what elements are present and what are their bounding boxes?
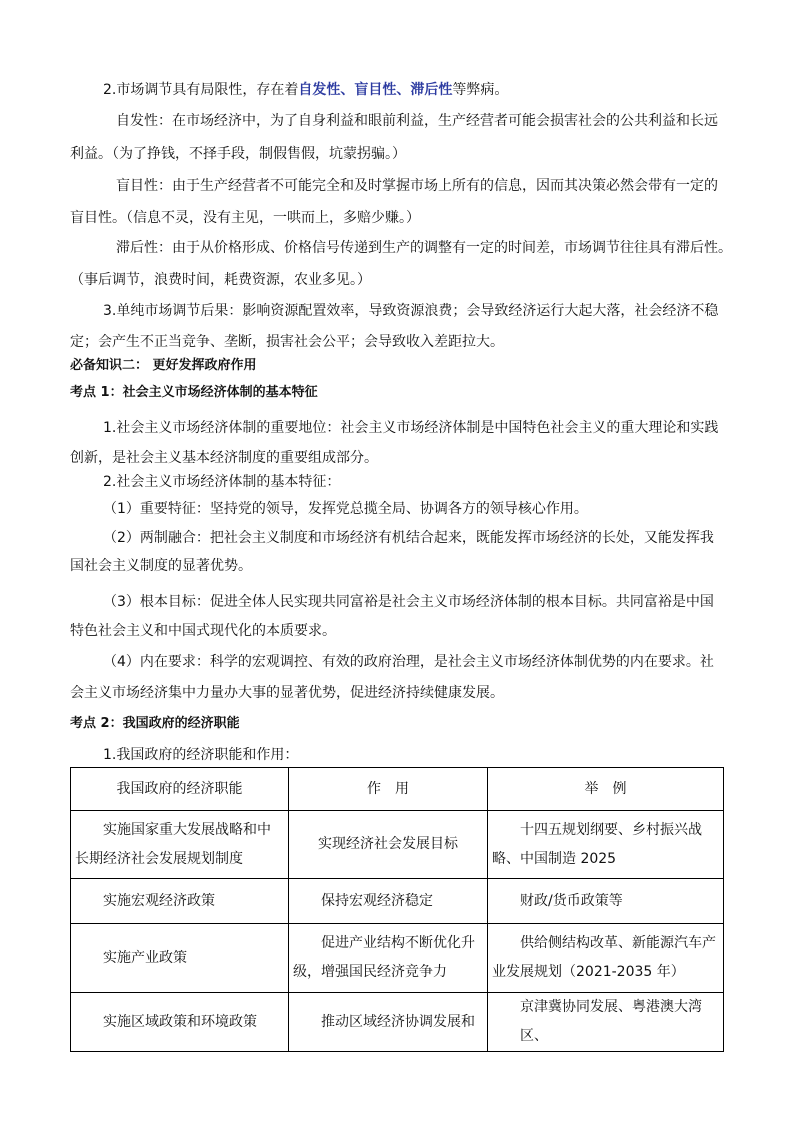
spontaneity-line-1: 自发性：在市场经济中，为了自身利益和眼前利益，生产经营者可能会损害社会的公共利益和长远 — [116, 113, 718, 129]
table-header-row — [71, 768, 724, 811]
limitations-paragraph — [103, 80, 508, 100]
table-row — [71, 924, 724, 993]
highlight-lag: 滞后性 — [410, 82, 453, 98]
cell-function: 实施产业政策 — [71, 924, 289, 993]
header-role: 作 用 — [289, 768, 488, 811]
header-function: 我国政府的经济职能 — [71, 768, 289, 811]
cell-function: 实施区域政策和环境政策 — [71, 993, 289, 1052]
separator: 、 — [340, 82, 355, 98]
cell-role: 保持宏观经济稳定 — [289, 879, 488, 924]
cell-example: 京津冀协同发展、粤港澳大湾区、 — [488, 993, 724, 1052]
blindness-line-1: 盲目性：由于生产经营者不可能完全和及时掌握市场上所有的信息，因而其决策必然会带有一定的 — [116, 178, 718, 194]
economic-functions-table — [70, 767, 724, 1052]
feature-3-line-1: （3）根本目标：促进全体人民实现共同富裕是社会主义市场经济体制的根本目标。共同富裕是中国 — [103, 594, 714, 610]
status-line-1: 1.社会主义市场经济体制的重要地位：社会主义市场经济体制是中国特色社会主义的重大理论和实践 — [103, 420, 719, 436]
consequence-line-2: 定；会产生不正当竞争、垄断，损害社会公平；会导致收入差距拉大。 — [70, 334, 504, 350]
highlight-blindness: 盲目性 — [354, 82, 397, 98]
feature-2-line-1: （2）两制融合：把社会主义制度和市场经济有机结合起来，既能发挥市场经济的长处，又能发挥我 — [103, 530, 714, 546]
kaodian-2-heading: 考点 2：我国政府的经济职能 — [70, 716, 240, 731]
table-row — [71, 879, 724, 924]
status-line-2: 创新，是社会主义基本经济制度的重要组成部分。 — [70, 450, 378, 466]
consequence-line-1: 3.单纯市场调节后果：影响资源配置效率，导致资源浪费；会导致经济运行大起大落，社会经济不稳 — [103, 303, 719, 319]
table-row — [71, 993, 724, 1052]
feature-4-line-1: （4）内在要求：科学的宏观调控、有效的政府治理，是社会主义市场经济体制优势的内在要求。社 — [103, 654, 714, 670]
feature-4-line-2: 会主义市场经济集中力量办大事的显著优势，促进经济持续健康发展。 — [70, 685, 504, 701]
cell-example: 供给侧结构改革、新能源汽车产业发展规划（2021-2035 年） — [488, 924, 724, 993]
cell-example: 财政/货币政策等 — [488, 879, 724, 924]
cell-role: 促进产业结构不断优化升级，增强国民经济竞争力 — [289, 924, 488, 993]
cell-example: 十四五规划纲要、乡村振兴战略、中国制造 2025 — [488, 811, 724, 879]
cell-function: 实施宏观经济政策 — [71, 879, 289, 924]
features-intro: 2.社会主义市场经济体制的基本特征： — [103, 474, 341, 490]
feature-2-line-2: 国社会主义制度的显著优势。 — [70, 558, 252, 574]
spontaneity-line-2: 利益。（为了挣钱，不择手段，制假售假，坑蒙拐骗。） — [70, 146, 406, 162]
header-example: 举 例 — [488, 768, 724, 811]
feature-1: （1）重要特征：坚持党的领导，发挥党总揽全局、协调各方的领导核心作用。 — [103, 501, 588, 517]
text: 等弊病。 — [452, 82, 509, 98]
highlight-spontaneity: 自发性 — [298, 82, 341, 98]
cell-role: 实现经济社会发展目标 — [289, 811, 488, 879]
section-heading: 必备知识二： 更好发挥政府作用 — [70, 358, 257, 373]
lag-line-1: 滞后性：由于从价格形成、价格信号传递到生产的调整有一定的时间差，市场调节往往具有滞后性。 — [116, 240, 732, 256]
separator: 、 — [396, 82, 411, 98]
cell-function: 实施国家重大发展战略和中长期经济社会发展规划制度 — [71, 811, 289, 879]
functions-intro: 1.我国政府的经济职能和作用： — [103, 747, 299, 763]
cell-role: 推动区域经济协调发展和 — [289, 993, 488, 1052]
blindness-line-2: 盲目性。（信息不灵，没有主见，一哄而上，多赔少赚。） — [70, 210, 420, 226]
feature-3-line-2: 特色社会主义和中国式现代化的本质要求。 — [70, 623, 336, 639]
text: 2.市场调节具有局限性，存在着 — [103, 82, 299, 98]
lag-line-2: （事后调节，浪费时间，耗费资源，农业多见。） — [70, 272, 371, 288]
table-row — [71, 811, 724, 879]
kaodian-1-heading: 考点 1：社会主义市场经济体制的基本特征 — [70, 385, 318, 400]
